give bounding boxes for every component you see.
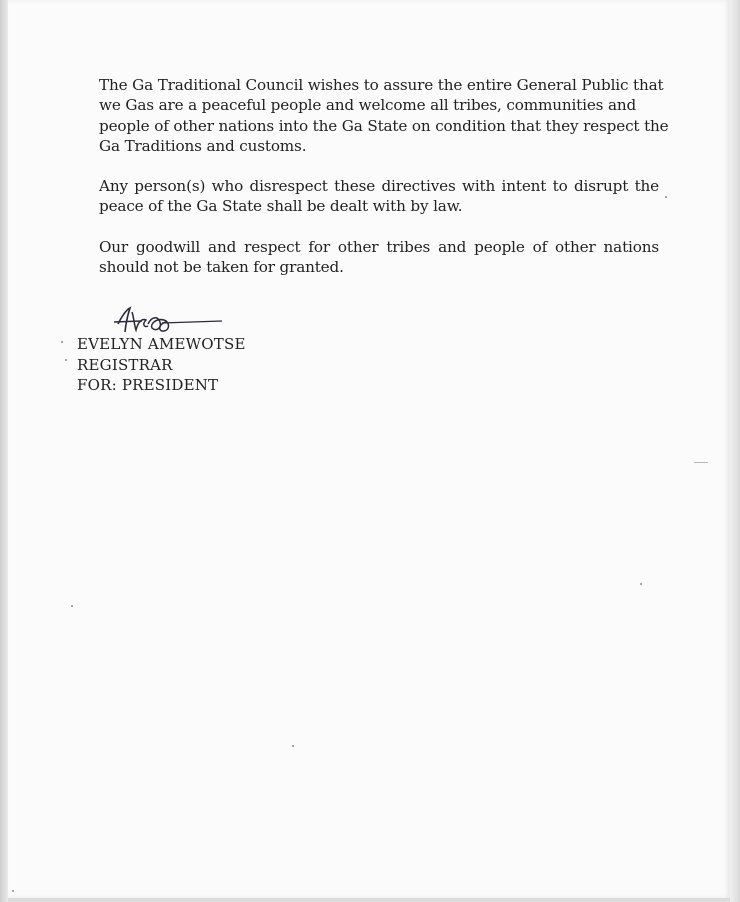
paragraph-line: Ga Traditions and customs. bbox=[99, 137, 307, 156]
signatory-on-behalf: FOR: PRESIDENT bbox=[77, 376, 219, 394]
paragraph-line: we Gas are a peaceful people and welcome all tribes, communities and bbox=[99, 96, 637, 115]
signature-block bbox=[77, 334, 246, 396]
scan-speck bbox=[665, 196, 667, 198]
signatory-title: REGISTRAR bbox=[77, 355, 173, 374]
scan-speck bbox=[71, 605, 73, 607]
document-page bbox=[8, 0, 730, 898]
paragraph-line: should not be taken for granted. bbox=[99, 258, 344, 277]
paragraph-goodwill bbox=[99, 237, 659, 278]
paragraph-assurance bbox=[99, 75, 669, 157]
scan-speck bbox=[12, 890, 14, 892]
signatory-name: EVELYN AMEWOTSE bbox=[77, 335, 246, 353]
handwritten-signature bbox=[112, 304, 224, 336]
scan-speck bbox=[292, 745, 294, 747]
paragraph-line: Any person(s) who disrespect these directives with intent to disrupt the bbox=[99, 177, 659, 195]
paragraph-line: people of other nations into the Ga State on condition that they respect the bbox=[99, 116, 669, 135]
page-left-edge bbox=[0, 0, 8, 902]
paragraph-line: The Ga Traditional Council wishes to assure the entire General Public that bbox=[99, 76, 664, 94]
paragraph-line: peace of the Ga State shall be dealt with by law. bbox=[99, 197, 463, 216]
paragraph-line: Our goodwill and respect for other tribes and people of other nations bbox=[99, 238, 659, 256]
scan-speck bbox=[640, 583, 642, 585]
page-right-edge bbox=[730, 0, 740, 902]
paragraph-warning bbox=[99, 176, 659, 217]
scan-speck bbox=[694, 462, 708, 463]
scan-speck bbox=[61, 341, 63, 343]
scan-speck bbox=[65, 359, 67, 361]
